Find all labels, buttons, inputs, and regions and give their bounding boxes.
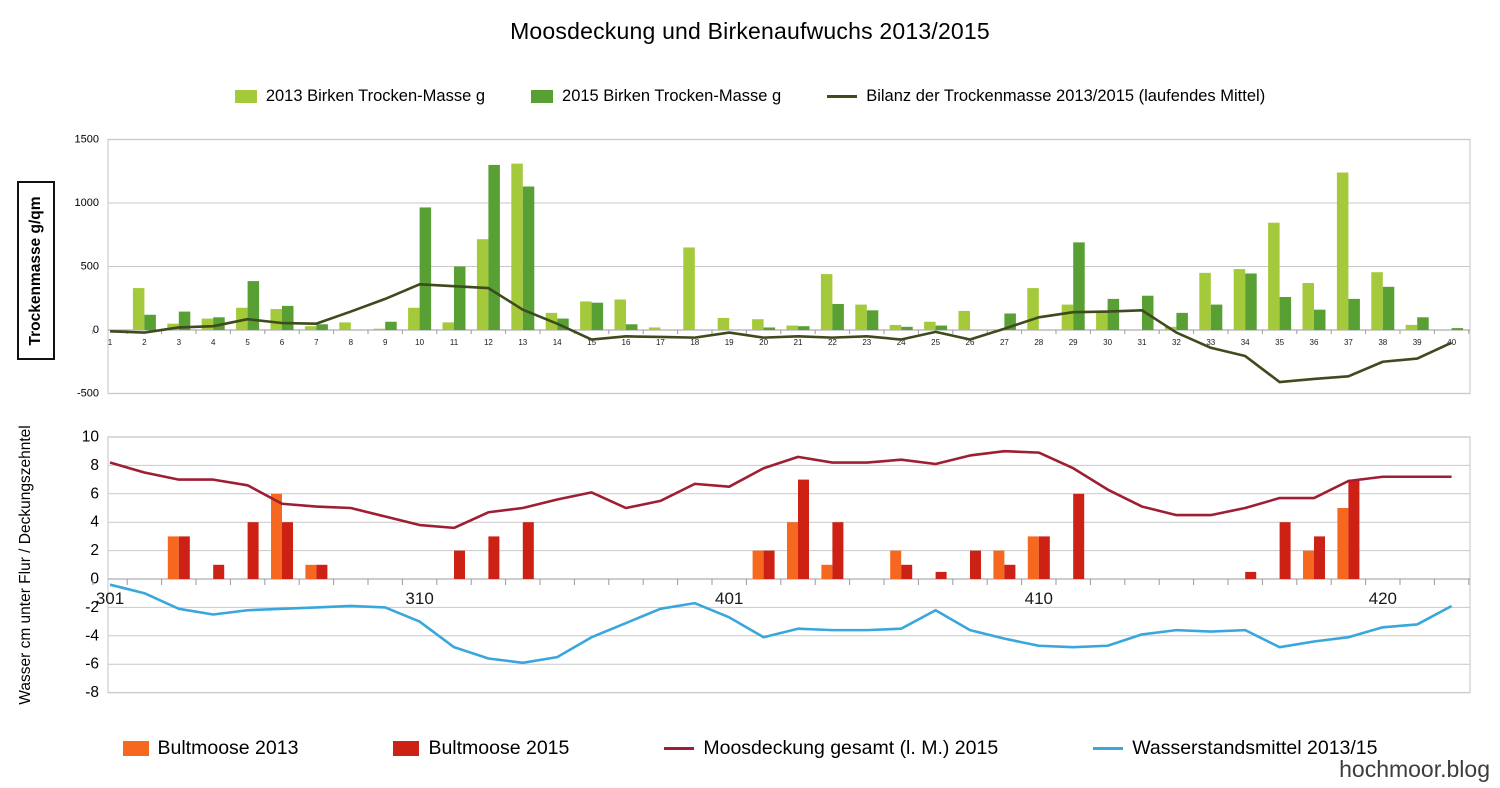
x-tick-label: 5 <box>245 338 250 347</box>
bar <box>1096 312 1108 330</box>
moos-chart-x-labels <box>96 589 1397 608</box>
x-tick-label: 24 <box>896 338 906 347</box>
x-tick-label: 7 <box>314 338 319 347</box>
bar <box>1406 325 1418 330</box>
x-tick-label: 13 <box>518 338 528 347</box>
bar <box>408 308 420 330</box>
y-tick-label: -6 <box>85 655 99 673</box>
y-tick-label: 500 <box>80 260 99 273</box>
bar <box>970 551 981 579</box>
y-tick-label: -8 <box>85 684 99 702</box>
bar <box>1199 273 1211 330</box>
legend-label: Bilanz der Trockenmasse 2013/2015 (laufendes Mittel) <box>866 87 1266 105</box>
y-tick-label: 10 <box>81 428 99 446</box>
bar <box>420 207 432 330</box>
bar <box>1039 536 1050 579</box>
bultmoose-2013-swatch-icon <box>123 741 149 756</box>
bar <box>271 494 282 579</box>
y-tick-label: 0 <box>90 570 99 588</box>
bar <box>798 480 809 579</box>
y-tick-label: -4 <box>85 627 99 645</box>
x-tick-label: 2 <box>142 338 147 347</box>
bar <box>1314 536 1325 579</box>
bar <box>753 551 764 579</box>
bar <box>1303 551 1314 579</box>
bar <box>821 274 833 330</box>
x-tick-label: 30 <box>1103 338 1113 347</box>
legend-item-bultmoose-2015 <box>393 737 569 760</box>
y-tick-label: -2 <box>85 598 99 616</box>
bar <box>1371 272 1383 330</box>
x-tick-label: 8 <box>348 338 354 347</box>
moos-chart <box>82 429 1470 702</box>
bar <box>523 522 534 579</box>
x-tick-label: 23 <box>862 338 872 347</box>
bar <box>339 322 351 330</box>
bar <box>1108 299 1120 330</box>
x-tick-label: 17 <box>655 338 665 347</box>
x-tick-label: 9 <box>382 338 388 347</box>
bar <box>1234 269 1246 330</box>
bar <box>1027 288 1039 330</box>
bar <box>316 324 328 330</box>
bar <box>305 326 317 330</box>
x-tick-label: 16 <box>621 338 631 347</box>
y-tick-label: 8 <box>90 456 99 474</box>
x-tick-label: 11 <box>449 338 459 347</box>
bar <box>1062 305 1074 330</box>
x-tick-label: 33 <box>1206 338 1216 347</box>
bottom-legend <box>0 737 1500 760</box>
legend-label: Bultmoose 2013 <box>157 737 299 759</box>
moosdeckung-line-swatch-icon <box>664 747 694 750</box>
legend-item-moosdeckung <box>664 737 998 760</box>
bar <box>523 186 535 330</box>
bar <box>683 247 695 330</box>
bar <box>626 324 638 330</box>
bar <box>1073 494 1084 579</box>
x-tick-label: 36 <box>1309 338 1319 347</box>
x-tick-label: 39 <box>1412 338 1422 347</box>
bar <box>1211 305 1223 330</box>
x-tick-label: 410 <box>1024 589 1053 608</box>
bar <box>202 319 214 330</box>
x-tick-label: 19 <box>724 338 734 347</box>
x-tick-label: 3 <box>176 338 182 347</box>
bar <box>1348 299 1360 330</box>
x-tick-label: 37 <box>1343 338 1353 347</box>
x-tick-label: 34 <box>1240 338 1250 347</box>
bar <box>477 239 489 330</box>
x-tick-label: 301 <box>95 589 125 608</box>
bar <box>993 551 1004 579</box>
bar <box>855 305 867 330</box>
x-tick-label: 15 <box>587 338 597 347</box>
x-tick-label: 10 <box>415 338 425 347</box>
bar <box>832 304 844 330</box>
x-tick-label: 1 <box>107 338 113 347</box>
bar <box>316 565 327 579</box>
x-tick-label: 40 <box>1447 338 1457 347</box>
x-tick-label: 26 <box>965 338 975 347</box>
bar <box>1028 536 1039 579</box>
bar <box>867 310 879 330</box>
bar <box>959 311 971 330</box>
bar <box>901 327 913 330</box>
x-tick-label: 401 <box>715 589 744 608</box>
y-tick-label: -500 <box>76 387 99 400</box>
x-tick-label: 310 <box>405 589 434 608</box>
wasserstand-line-swatch-icon <box>1093 747 1123 750</box>
birken-chart <box>75 134 1470 400</box>
bar <box>282 306 294 330</box>
bar <box>1440 329 1452 330</box>
x-tick-label: 4 <box>210 338 216 347</box>
x-tick-label: 22 <box>827 338 837 347</box>
x-tick-label: 12 <box>483 338 493 347</box>
x-tick-label: 20 <box>759 338 769 347</box>
x-tick-label: 35 <box>1275 338 1285 347</box>
bar <box>764 551 775 579</box>
bar <box>248 522 259 579</box>
y-tick-label: 2 <box>90 542 99 560</box>
bultmoose-2015-swatch-icon <box>393 741 419 756</box>
bar <box>133 288 145 330</box>
bar <box>890 551 901 579</box>
bar <box>374 329 386 330</box>
bar <box>179 536 190 579</box>
bar <box>936 326 948 330</box>
bar <box>798 326 810 330</box>
x-tick-label: 38 <box>1378 338 1388 347</box>
moos-chart-bars-1 <box>179 480 1360 579</box>
bar <box>649 327 661 330</box>
bar <box>248 281 260 330</box>
x-tick-label: 32 <box>1171 338 1181 347</box>
x-tick-label: 18 <box>690 338 700 347</box>
bar <box>488 536 499 579</box>
bar <box>1383 287 1395 330</box>
x-tick-label: 6 <box>279 338 285 347</box>
legend-label: Wasserstandsmittel 2013/15 <box>1132 737 1378 759</box>
bar <box>454 551 465 579</box>
bar <box>1337 173 1349 330</box>
bar <box>832 522 843 579</box>
bar <box>168 536 179 579</box>
bar <box>213 565 224 579</box>
y-tick-label: 1500 <box>74 133 99 146</box>
x-tick-label: 420 <box>1368 589 1397 608</box>
moos-chart-line <box>110 585 1452 663</box>
bar <box>1417 317 1429 330</box>
bar <box>385 322 397 330</box>
bar <box>282 522 293 579</box>
bar <box>924 322 936 330</box>
x-tick-label: 14 <box>552 338 562 347</box>
x-tick-label: 28 <box>1034 338 1044 347</box>
legend-label: 2015 Birken Trocken-Masse g <box>562 87 782 105</box>
wasser-axis-title: Wasser cm unter Flur / Deckungszehntel <box>17 425 34 705</box>
bar <box>787 522 798 579</box>
bar <box>144 315 156 330</box>
bar <box>1268 223 1280 330</box>
bar <box>1004 565 1015 579</box>
x-tick-label: 31 <box>1137 338 1147 347</box>
birken-chart-x-labels <box>108 338 1457 347</box>
bar <box>936 572 947 579</box>
bar <box>488 165 500 330</box>
bar <box>764 327 776 330</box>
bar <box>1280 522 1291 579</box>
bar <box>787 326 799 330</box>
bar <box>901 565 912 579</box>
y-tick-label: 1000 <box>74 197 99 209</box>
bar <box>1073 242 1085 330</box>
birken-chart-bars-1 <box>144 165 1463 330</box>
legend-item-wasserstand <box>1093 737 1377 760</box>
bar <box>1245 572 1256 579</box>
bar <box>718 318 730 330</box>
bar <box>1314 310 1326 330</box>
y-tick-label: 4 <box>90 513 99 531</box>
moos-chart-line <box>110 451 1452 528</box>
bar <box>821 565 832 579</box>
legend-label: Moosdeckung gesamt (l. M.) 2015 <box>703 737 999 759</box>
legend-item-bultmoose-2013 <box>123 737 299 760</box>
bar <box>454 267 466 331</box>
bar <box>752 319 764 330</box>
x-tick-label: 25 <box>931 338 941 347</box>
x-tick-label: 21 <box>793 338 803 347</box>
bar <box>1452 328 1464 330</box>
legend-label: Bultmoose 2015 <box>428 737 570 759</box>
page-title: Moosdeckung und Birkenaufwuchs 2013/2015 <box>510 18 990 44</box>
trockenmasse-axis-title: Trockenmasse g/qm <box>27 195 44 346</box>
x-tick-label: 27 <box>999 338 1009 347</box>
y-tick-label: 6 <box>90 485 99 503</box>
bar <box>890 325 902 330</box>
bar <box>1280 297 1292 330</box>
bar <box>592 303 604 330</box>
bar <box>1245 273 1257 330</box>
bar <box>1176 313 1188 330</box>
bar <box>1303 283 1315 330</box>
legend-label: 2013 Birken Trocken-Masse g <box>265 87 486 105</box>
bar <box>305 565 316 579</box>
bar <box>615 300 627 330</box>
bar <box>443 322 455 330</box>
bar <box>1337 508 1348 579</box>
bar <box>1348 480 1359 579</box>
y-tick-label: 0 <box>92 324 99 336</box>
bar <box>271 309 283 330</box>
watermark: hochmoor.blog <box>1339 756 1490 782</box>
x-tick-label: 29 <box>1068 338 1078 347</box>
bar <box>580 301 592 330</box>
